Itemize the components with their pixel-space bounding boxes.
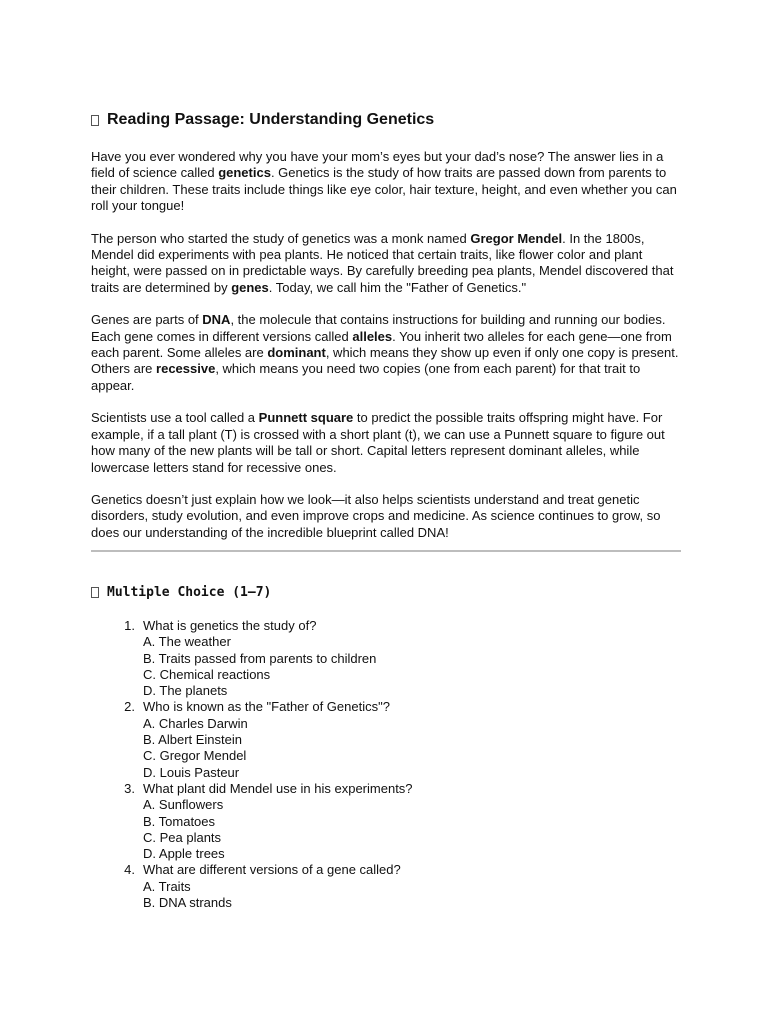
question-body [135, 699, 390, 780]
answer-option: B. Traits passed from parents to children [143, 650, 377, 666]
question-text: What are different versions of a gene called? [143, 862, 401, 878]
text-run: Genetics doesn’t just explain how we look—it also helps scientists understand and treat genetic disorders, study evolution, and even improve crops and medicine. As science continues to grow, so does our understanding of the incredible blueprint called DNA! [91, 491, 661, 540]
passage-title [91, 110, 681, 130]
answer-option: A. The weather [143, 634, 231, 650]
text-run: , which means they show up even if only one copy is present. Others are [91, 345, 679, 377]
answer-option: A. Traits [143, 878, 191, 894]
text-run: , the molecule that contains instructions for building and running our bodies. Each gene comes in different versions called [91, 312, 666, 344]
answer-option: D. Apple trees [143, 846, 225, 862]
bold-term: DNA [202, 312, 231, 328]
answer-option: C. Pea plants [143, 829, 222, 845]
missing-glyph-icon [91, 587, 99, 598]
question-item [91, 699, 413, 780]
passage-paragraph [91, 312, 681, 394]
passage-paragraph [91, 410, 681, 476]
bold-term: genes [231, 279, 269, 295]
document-content [91, 110, 681, 911]
passage-title-text: Reading Passage: Understanding Genetics [107, 111, 435, 128]
answer-option: B. Tomatoes [143, 813, 216, 829]
text-run: . Genetics is the study of how traits are passed down from parents to their children. These traits include things like eye color, hair texture, height, and even whether you can roll your tongue! [91, 165, 677, 214]
answer-option: B. DNA strands [143, 895, 232, 911]
bold-term: recessive [156, 361, 216, 377]
passage-paragraph [91, 231, 681, 297]
answer-option: D. The planets [143, 683, 228, 699]
question-number: 2. [124, 699, 135, 715]
question-number: 1. [124, 618, 135, 633]
text-run: Genes are parts of [91, 312, 203, 328]
text-run: . Today, we call him the "Father of Genetics." [268, 279, 527, 295]
text-run: . In the 1800s, Mendel did experiments with pea plants. He noticed that certain traits, like flower color and plant height, were passed on in predictable ways. By carefully breeding pea plants, Mendel discovered that traits are determined by [91, 230, 674, 295]
question-text: What is genetics the study of? [143, 618, 317, 633]
passage-body [91, 149, 681, 541]
section-divider [91, 550, 681, 552]
text-run: to predict the possible traits offspring might have. For example, if a tall plant (T) is crossed with a short plant (t), we can use a Punnett square to figure out how many of the new plants will be tall or short. Capital letters represent dominant alleles, while lowercase letters stand for recessive ones. [91, 410, 665, 475]
answer-option: D. Louis Pasteur [143, 764, 240, 780]
answer-option: C. Gregor Mendel [143, 748, 247, 764]
question-item [91, 618, 413, 699]
question-number: 3. [124, 780, 135, 796]
question-number: 4. [124, 862, 135, 878]
answer-option: B. Albert Einstein [143, 732, 242, 748]
text-run: , which means you need two copies (one from each parent) for that trait to appear. [91, 361, 641, 393]
passage-paragraph [91, 149, 681, 215]
multiple-choice-title [91, 585, 271, 600]
answer-option: A. Charles Darwin [143, 715, 248, 731]
bold-term: dominant [267, 345, 326, 361]
bold-term: Punnett square [258, 410, 354, 426]
question-list [91, 618, 413, 911]
question-item [91, 862, 413, 911]
text-run: The person who started the study of genetics was a monk named [91, 230, 471, 246]
question-body [135, 781, 413, 862]
question-text: What plant did Mendel use in his experiments? [143, 780, 413, 796]
question-item [91, 781, 413, 862]
bold-term: Gregor Mendel [470, 230, 563, 246]
answer-option: C. Chemical reactions [143, 666, 271, 682]
bold-term: alleles [352, 328, 393, 344]
answer-option: A. Sunflowers [143, 797, 224, 813]
text-run: Scientists use a tool called a [91, 410, 259, 426]
text-run: Have you ever wondered why you have your mom’s eyes but your dad’s nose? The answer lies in a field of science called [91, 149, 664, 181]
missing-glyph-icon [91, 115, 99, 126]
question-body [135, 862, 401, 911]
question-body [135, 618, 376, 699]
bold-term: genetics [218, 165, 271, 181]
text-run: . You inherit two alleles for each gene—one from each parent. Some alleles are [91, 328, 672, 361]
question-text: Who is known as the "Father of Genetics"? [143, 699, 390, 715]
passage-paragraph [91, 492, 681, 541]
multiple-choice-title-text: Multiple Choice (1–7) [107, 585, 272, 600]
